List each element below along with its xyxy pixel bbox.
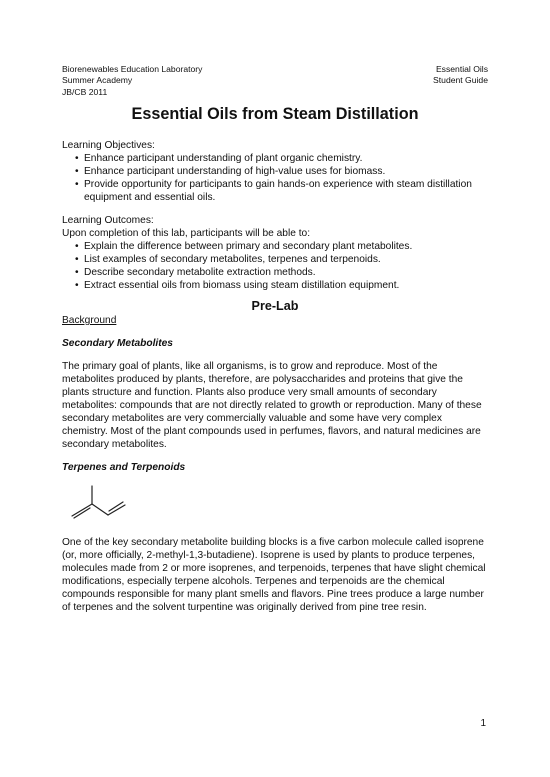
list-item: • List examples of secondary metabolites, terpenes and terpenoids. (62, 253, 488, 266)
prelab-heading: Pre-Lab (251, 299, 299, 313)
learning-outcomes-heading: Learning Outcomes: (62, 215, 154, 226)
header-right-line-2: Student Guide (433, 75, 488, 86)
header-right-line-1: Essential Oils (435, 64, 488, 74)
terpenes-heading: Terpenes and Terpenoids (62, 462, 186, 473)
secondary-metabolites-paragraph: The primary goal of plants, like all organisms, is to grow and reproduce. Most of the metabolites produced by plants, therefore, are polysaccharides and proteins that give the plants structure and function. Plants also produce very small amounts of secondary metabolites: compounds that are not directly related to growth or reproduction. Many of these secondary metabolites are very commercially valuable and some have very complex chemistry. Most of the plant compounds used in perfumes, flavors, and natural medicines are secondary metabolites. (62, 361, 482, 450)
header-left-line-3: JB/CB 2011 (62, 86, 108, 97)
list-item: • Enhance participant understanding of high-value uses for biomass. (62, 165, 488, 178)
list-item: • Provide opportunity for participants to gain hands-on experience with steam distillation equipment and essential oils. (62, 178, 488, 204)
isoprene-icon (62, 482, 132, 530)
list-item: • Explain the difference between primary and secondary plant metabolites. (62, 240, 488, 253)
terpenes-paragraph: One of the key secondary metabolite building blocks is a five carbon molecule called isoprene (or, more officially, 2-methyl-1,3-butadiene). Isoprene is used by plants to produce terpenes, molecules made from 2 or more isoprenes, and terpenoids, terpenes that have slight chemical modifications, especially terpene alcohols. Terpenes and terpenoids are the chemical compounds responsible for many plant smells and flavors. Pine trees produce a large number of terpenes and the solvent turpentine was originally derived from pine tree resin. (62, 537, 486, 613)
learning-objectives-heading: Learning Objectives: (62, 140, 155, 151)
list-item: • Extract essential oils from biomass using steam distillation equipment. (62, 279, 488, 292)
secondary-metabolites-heading: Secondary Metabolites (62, 338, 173, 349)
header-left-line-1: Biorenewables Education Laboratory (62, 64, 203, 74)
page-number: 1 (480, 718, 486, 729)
list-item: • Enhance participant understanding of plant organic chemistry. (62, 152, 488, 165)
document-body (62, 139, 488, 614)
page-header (62, 64, 488, 98)
learning-outcomes-intro: Upon completion of this lab, participants will be able to: (62, 228, 311, 239)
background-label: Background (62, 315, 117, 326)
learning-objectives-list (62, 152, 488, 204)
header-left-line-2: Summer Academy (62, 75, 133, 86)
learning-outcomes-list (62, 240, 488, 292)
list-item: • Describe secondary metabolite extraction methods. (62, 266, 488, 279)
document-title: Essential Oils from Steam Distillation (131, 105, 419, 123)
isoprene-structure-diagram (62, 482, 488, 530)
